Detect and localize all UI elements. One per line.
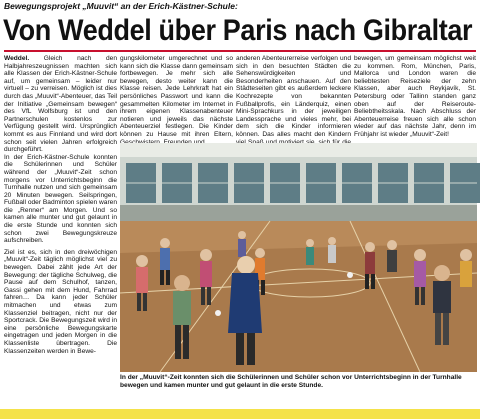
gym-photo-illustration [120,143,477,372]
headline-rule [4,50,476,52]
column-3 [236,55,351,140]
column-1-text-1: Gleich nach den Halbjahreszeugnissen machten sich alle Klassen der Erich-Kästner-Schule auf, um gemeinsam – leider nur virtuell – zu verreisen. Möglich ist dies durch das „Muuvit“-Abenteuer, das Teil der Initiative „Gemeinsam bewegen“ des VfL Wolfsburg ist und den Partnerschulen kostenlos zur Verfügung gestellt wird. Ursprünglich kommt es aus Finnland und wird dort schon seit vielen Jahren erfolgreich durchgeführt. [4,55,117,154]
article-headline: Von Weddel über Paris nach Gibraltar [3,14,473,47]
photo-caption: In der „Muuvit“-Zeit konnten sich die Schülerinnen und Schüler schon vor Unterrichtsbeginn in der Turnhalle bewegen und kamen munter und gut gelaunt in die erste Stunde. [120,374,462,389]
column-3-text: anderen Abenteurerreise verfolgen und sich in den besuchten Städten die Sehenswürdigkeiten und Besonderheiten anschauen. Auf den Städteseiten gibt es außerdem leckere Kochrezepte von bekannten Fußballprofis, ein Länderquiz, einen Mini-Sprachkurs in der jeweiligen Landessprache und vieles mehr, bei dem sich die Kinder informieren können. Das alles macht den Kindern [236,55,351,138]
column-4 [354,55,476,140]
column-1-paragraph-1 [4,55,117,154]
column-2-text: gungskilometer umgerechnet und so kann sich die Klasse dann gemeinsam fortbewegen. Je mehr sich alle bewegen, desto weiter kann die Klasse reisen. Jede Lehrkraft hat ein persönliches Passwort und kann die gesammelten Kilometer im Internet in ihrem eigenen Klassenabenteuer notieren und jeweils das nächste Abenteuerziel festlegen. Die Kinder können zu Hause mit ihren Eltern, [120,55,233,138]
column-1 [4,55,117,407]
column-4-text: bewegen, um gemeinsam möglichst weit zu kommen. Rom, München, Paris, Mallorca und London waren die beliebtesten Reiseziele der zehn Klassen, aber auch Reykjavík, St. Petersburg oder Tallinn standen ganz oben auf der Reiseroute-Beliebtheitsskala. Nach Abschluss der Abenteuerreise freuen sich alle schon wieder auf das nächste Jahr, denn im Frühjahr ist wieder „Muuvit“-Zeit! [354,55,476,138]
column-1-paragraph-2: In der Erich-Kästner-Schule konnten die Schülerinnen und Schüler während der „Muuvit“-Zeit schon morgens vor Unterrichtsbeginn die Turnhalle nutzen und sich gemeinsam 20 Minuten bewegen. Seilspringen, Fußball oder Badminton spielen waren die „Renner“ am Morgen. Und so kamen alle munter und gut gelaunt in die erste Stunde und konnten sich schon zwei Bewegungskreuze aufschreiben. [4,153,117,245]
column-1-paragraph-3: Ziel ist es, sich in den dreiwöchigen „Muuvit“-Zeit täglich möglichst viel zu bewegen. Dabei zählt jede Art der Bewegung: der tägliche Schulweg, die Pause auf dem Schulhof, tanzen, Gassi gehen mit dem Hund, Fahrrad fahren… Da kann jeder Schüler mitmachen und etwas zum Klassenziel beitragen, nicht nur der Sportcrack. Die Bewegungszeit wird in eine persönliche Bewegungskarte eingetragen und jeden Morgen in die Klassenliste übertragen. Die Klassenzeiten werden in Bewe- [4,248,117,355]
gym-photo [120,143,477,372]
bottom-color-bar [0,409,480,419]
dateline: Weddel. [4,55,30,62]
article-kicker: Bewegungsprojekt „Muuvit“ an der Erich-Kästner-Schule: [4,1,238,11]
column-2 [120,55,233,140]
